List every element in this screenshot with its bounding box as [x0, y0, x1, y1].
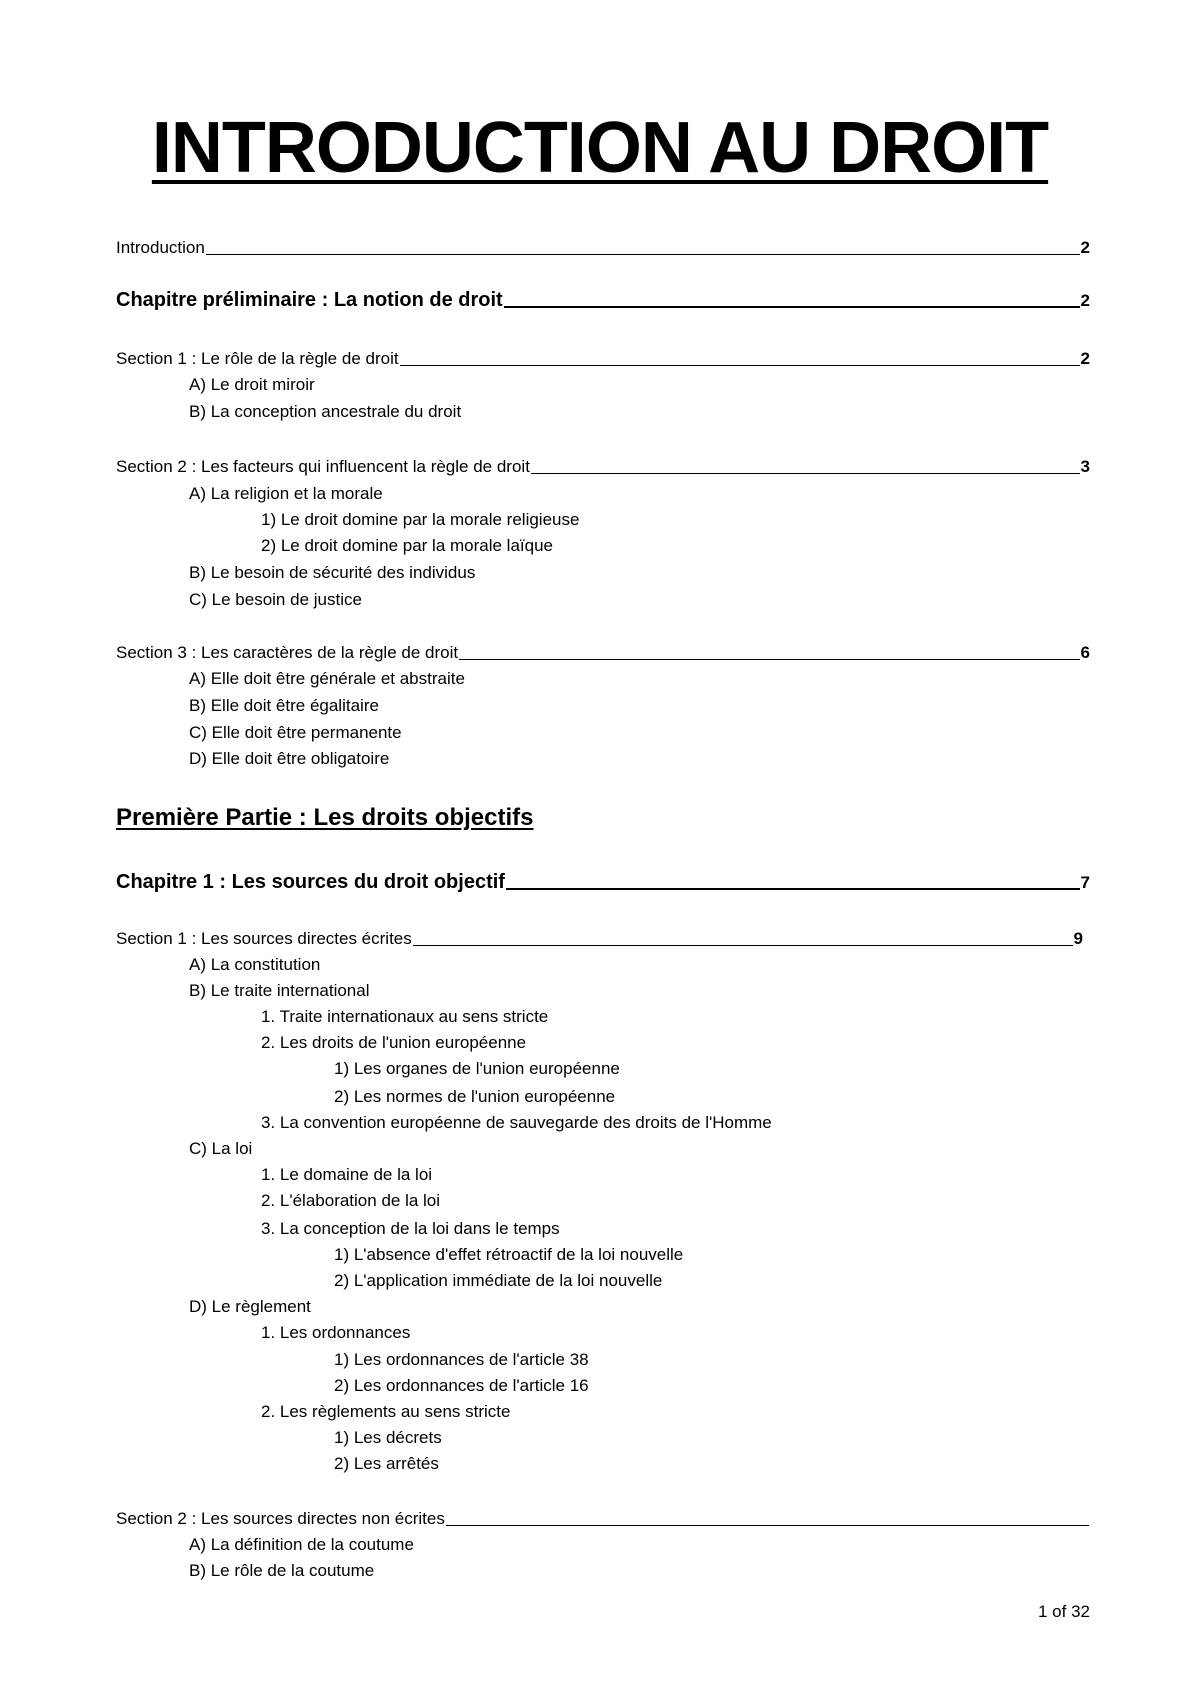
toc-subentry[interactable]: A) Elle doit être générale et abstraite [189, 669, 465, 688]
toc-label: Introduction [116, 238, 205, 257]
toc-subentry[interactable]: 2. Les droits de l'union européenne [261, 1033, 527, 1052]
toc-subentry[interactable]: 2. Les règlements au sens stricte [261, 1402, 511, 1421]
toc-subentry[interactable]: 2. L'élaboration de la loi [261, 1191, 441, 1210]
toc-page-number: 3 [1080, 457, 1090, 476]
toc-subentry[interactable]: 2) Les ordonnances de l'article 16 [334, 1376, 589, 1395]
toc-page-number: 9 [1073, 929, 1083, 948]
toc-leader [459, 659, 1079, 660]
toc-page-number: 2 [1080, 349, 1090, 368]
toc-subentry[interactable]: 3. La convention européenne de sauvegarde des droits de l'Homme [261, 1113, 772, 1132]
toc-page-number: 2 [1080, 238, 1090, 257]
toc-entry-section-2[interactable] [116, 457, 1090, 477]
toc-subentry[interactable]: B) Le rôle de la coutume [189, 1561, 375, 1580]
toc-leader [413, 945, 1073, 946]
toc-label: Section 1 : Les sources directes écrites [116, 929, 412, 948]
toc-entry-c1-section-1[interactable] [116, 929, 1083, 949]
toc-label: Chapitre 1 : Les sources du droit objectif [116, 871, 505, 893]
part-heading[interactable]: Première Partie : Les droits objectifs [116, 804, 534, 831]
toc-entry-section-3[interactable] [116, 643, 1090, 663]
toc-label: Section 3 : Les caractères de la règle de droit [116, 643, 459, 662]
document-title: INTRODUCTION AU DROIT [151, 108, 1049, 188]
toc-subentry[interactable]: 1) Les ordonnances de l'article 38 [334, 1350, 589, 1369]
toc-subentry[interactable]: C) La loi [189, 1139, 253, 1158]
toc-subentry[interactable]: 1. Les ordonnances [261, 1323, 411, 1342]
toc-page-number: 7 [1080, 873, 1090, 892]
toc-subentry[interactable]: 1. Traite internationaux au sens stricte [261, 1007, 549, 1026]
toc-label: Section 2 : Les sources directes non écrites [116, 1509, 445, 1528]
toc-entry-chapitre-1[interactable] [116, 871, 1090, 894]
toc-entry-introduction[interactable] [116, 238, 1090, 258]
toc-subentry[interactable]: 1) L'absence d'effet rétroactif de la loi nouvelle [334, 1245, 684, 1264]
toc-entry-c1-section-2[interactable] [116, 1509, 1090, 1529]
toc-label: Section 2 : Les facteurs qui influencent la règle de droit [116, 457, 530, 476]
toc-subentry[interactable]: 1) Les organes de l'union européenne [334, 1059, 620, 1078]
toc-subentry[interactable]: 2) Le droit domine par la morale laïque [261, 536, 553, 555]
toc-subentry[interactable]: D) Elle doit être obligatoire [189, 749, 390, 768]
toc-subentry[interactable]: A) La définition de la coutume [189, 1535, 414, 1554]
toc-subentry[interactable]: 2) Les normes de l'union européenne [334, 1087, 616, 1106]
toc-subentry[interactable]: C) Elle doit être permanente [189, 723, 402, 742]
toc-leader [400, 365, 1080, 366]
toc-subentry[interactable]: B) La conception ancestrale du droit [189, 402, 462, 421]
toc-label: Chapitre préliminaire : La notion de droit [116, 289, 503, 311]
toc-entry-section-1[interactable] [116, 349, 1090, 369]
toc-subentry[interactable]: 2) L'application immédiate de la loi nouvelle [334, 1271, 663, 1290]
page-number: 1 of 32 [1038, 1602, 1090, 1621]
toc-subentry[interactable]: B) Le besoin de sécurité des individus [189, 563, 476, 582]
toc-leader [446, 1525, 1089, 1526]
toc-entry-chapitre-preliminaire[interactable] [116, 289, 1090, 312]
toc-subentry[interactable]: 1) Le droit domine par la morale religieuse [261, 510, 580, 529]
toc-subentry[interactable]: A) Le droit miroir [189, 375, 315, 394]
toc-subentry[interactable]: A) La religion et la morale [189, 484, 383, 503]
toc-leader [531, 473, 1080, 474]
toc-page-number: 6 [1080, 643, 1090, 662]
toc-subentry[interactable]: B) Le traite international [189, 981, 370, 1000]
toc-leader [206, 254, 1080, 255]
toc-subentry[interactable]: 1) Les décrets [334, 1428, 442, 1447]
toc-subentry[interactable]: B) Elle doit être égalitaire [189, 696, 379, 715]
toc-subentry[interactable]: 1. Le domaine de la loi [261, 1165, 433, 1184]
toc-leader [506, 888, 1080, 890]
toc-subentry[interactable]: C) Le besoin de justice [189, 590, 362, 609]
toc-label: Section 1 : Le rôle de la règle de droit [116, 349, 399, 368]
toc-page-number: 2 [1080, 291, 1090, 310]
toc-subentry[interactable]: 3. La conception de la loi dans le temps [261, 1219, 560, 1238]
toc-subentry[interactable]: A) La constitution [189, 955, 321, 974]
toc-leader [504, 306, 1080, 308]
toc-subentry[interactable]: D) Le règlement [189, 1297, 311, 1316]
toc-subentry[interactable]: 2) Les arrêtés [334, 1454, 439, 1473]
